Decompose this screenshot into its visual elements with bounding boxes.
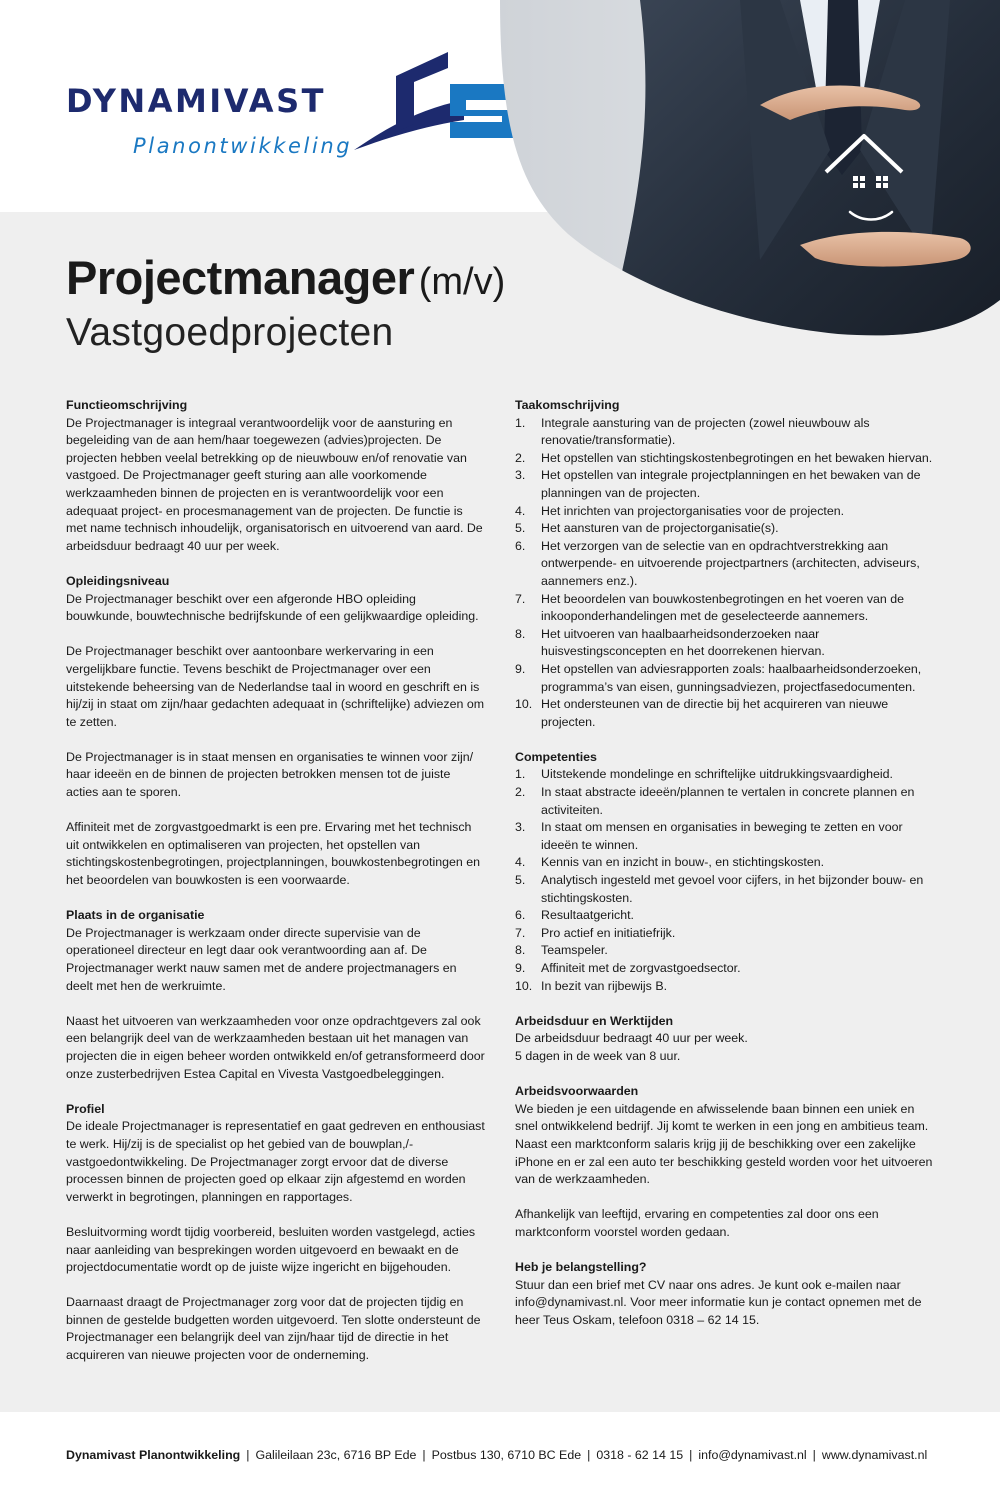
list-item: 10. Het ondersteunen van de directie bij het acquireren van nieuwe projecten. <box>515 697 889 729</box>
job-title: Projectmanager <box>66 251 415 304</box>
plaats-p2: Naast het uitvoeren van werkzaamheden voor onze opdrachtgevers zal ook een belangrijk deel van de werkzaamheden bestaan uit het managen van projecten die in eigen beheer worden ontwikkeld en/of getransformeerd door onze zusterbedrijven Estea Capital en Vivesta Vastgoedbeleggingen. <box>66 1013 485 1081</box>
job-title-suffix: (m/v) <box>418 261 506 303</box>
list-item: 1. Uitstekende mondelinge en schriftelijke uitdrukkingsvaardigheid. <box>515 767 893 782</box>
section-heading-belangstelling: Heb je belangstelling? <box>515 1260 647 1275</box>
list-item: 10. In bezit van rijbewijs B. <box>515 978 668 993</box>
footer-company: Dynamivast Planontwikkeling <box>66 1448 241 1462</box>
footer-email-link[interactable]: info@dynamivast.nl <box>698 1448 807 1462</box>
opleiding-p3: De Projectmanager is in staat mensen en organisaties te winnen voor zijn/ haar ideeën en de binnen de projecten betrokken mensen tot de juiste acties aan te sporen. <box>66 749 474 800</box>
list-item: 2. Het opstellen van stichtingskostenbegrotingen en het bewaken hiervan. <box>515 450 933 465</box>
list-item: 7. Het beoordelen van bouwkostenbegrotingen en het voeren van de inkooponderhandelingen met de geselecteerde aannemers. <box>515 591 905 624</box>
list-item: 5. Analytisch ingesteld met gevoel voor cijfers, in het bijzonder bouw- en stichtingskosten. <box>515 873 924 905</box>
footer <box>0 1412 1000 1496</box>
left-column <box>66 397 486 1365</box>
arbeidsvoorwaarden-p1: We bieden je een uitdagende en afwisselende baan binnen een uniek en snel ontwikkelend bedrijf. Jij komt te werken in een jong en ambitieus team. Naast een marktconform salaris krijg jij de beschikking over een zakelijke iPhone en er zal een auto ter beschikking gesteld worden voor het uitvoeren van de werkzaamheden. <box>515 1101 933 1187</box>
list-item: 9. Affiniteit met de zorgvastgoedsector. <box>515 961 741 975</box>
list-item: 9. Het opstellen van adviesrapporten zoals: haalbaarheidsonderzoeken, programma’s van eisen, gunningsadviezen, projectfasedocumenten. <box>515 661 922 694</box>
section-heading-arbeidsduur: Arbeidsduur en Werktijden <box>515 1013 674 1028</box>
profiel-p1: De ideale Projectmanager is representatief en gaat gedreven en enthousiast te werk. Hij/zij is de specialist op het gebied van de bouwplan,/- vastgoedontwikkeling. De Projectmanager zorgt ervoor dat de diverse processen binnen de projecten goed op elkaar zijn afgestemd en worden verwerkt in begrotingen, planningen en rapportages. <box>66 1119 485 1204</box>
arbeidsduur-line1: De arbeidsduur bedraagt 40 uur per week. <box>515 1031 748 1046</box>
list-item: 6. Het verzorgen van de selectie van en opdrachtverstrekking aan ontwerpende- en uitvoerende projectpartners (architecten, adviseurs, aannemers enz.). <box>515 538 920 588</box>
profiel-p3: Daarnaast draagt de Projectmanager zorg voor dat de projecten tijdig en binnen de gestelde budgetten worden uitgevoerd. Ten slotte ondersteunt de Projectmanager een belangrijk deel van zijn/haar tijd de directie in het acquireren van nieuwe projecten voor de onderneming. <box>66 1295 481 1363</box>
section-heading-taak: Taakomschrijving <box>515 398 620 412</box>
footer-postbus: Postbus 130, 6710 BC Ede <box>431 1448 582 1462</box>
section-heading-competenties: Competenties <box>515 749 597 764</box>
list-item: 4. Het inrichten van projectorganisaties voor de projecten. <box>515 503 845 518</box>
opleiding-p4: Affiniteit met de zorgvastgoedmarkt is een pre. Ervaring met het technisch uit ontwikkelen en optimaliseren van projecten, het opstellen van stichtingskostenbegrotingen, projectplanningen, bouwkostenbegrotingen en het beoordelen van bouwkosten is een voorwaarde. <box>66 820 481 888</box>
belangstelling-text: Stuur dan een brief met CV naar ons adres. Je kunt ook e-mailen naar info@dynamivast.nl. Voor meer informatie kun je contact opnemen met de heer Teus Oskam, telefoon 0318 – 62 14 15. <box>515 1277 922 1327</box>
list-item: 2. In staat abstracte ideeën/plannen te vertalen in concrete plannen en activiteiten. <box>515 785 915 817</box>
title-block <box>66 250 505 355</box>
list-item: 3. In staat om mensen en organisaties in beweging te zetten en voor ideeën te winnen. <box>515 820 903 852</box>
footer-website-link[interactable]: www.dynamivast.nl <box>821 1448 928 1462</box>
profiel-p2: Besluitvorming wordt tijdig voorbereid, besluiten worden vastgelegd, acties naar aanleiding van besprekingen worden uitgevoerd en bewaakt en de projectdocumentatie wordt op de juiste wijze ingericht en bijgehouden. <box>66 1224 476 1275</box>
taak-list <box>515 415 935 732</box>
arbeidsduur-line2: 5 dagen in de week van 8 uur. <box>515 1048 681 1063</box>
list-item: 8. Het uitvoeren van haalbaarheidsonderzoeken naar huisvestingsconcepten en het doorrekenen hiervan. <box>515 626 825 659</box>
brand-name: DYNAMIVAST <box>66 82 326 120</box>
section-heading-profiel: Profiel <box>66 1101 105 1116</box>
right-column <box>515 397 935 1329</box>
footer-contact-line: Dynamivast Planontwikkeling | Galileilaan 23c, 6716 BP Ede | Postbus 130, 6710 BC Ede | 0318 - 62 14 15 | info@dynamivast.nl | www.dynamivast.nl <box>66 1448 928 1462</box>
section-heading-arbeidsvoorwaarden: Arbeidsvoorwaarden <box>515 1084 639 1099</box>
section-heading-plaats: Plaats in de organisatie <box>66 908 205 923</box>
list-item: 4. Kennis van en inzicht in bouw-, en stichtingskosten. <box>515 855 825 870</box>
section-heading-opleiding: Opleidingsniveau <box>66 573 170 588</box>
arbeidsvoorwaarden-p2: Afhankelijk van leeftijd, ervaring en competenties zal door ons een marktconform voorstel worden gedaan. <box>515 1207 879 1239</box>
list-item: 1. Integrale aansturing van de projecten (zowel nieuwbouw als renovatie/transformatie). <box>515 415 870 448</box>
opleiding-p2: De Projectmanager beschikt over aantoonbare werkervaring in een vergelijkbare functie. Tevens beschikt de Projectmanager over een uitstekende beheersing van de Nederlandse taal in woord en geschrift en is hij/zij in staat om zijn/haar gedachten adequaat in (schriftelijke) adviezen om te zetten. <box>66 644 485 729</box>
list-item: 7. Pro actief en initiatiefrijk. <box>515 925 676 940</box>
footer-address: Galileilaan 23c, 6716 BP Ede <box>255 1448 417 1462</box>
opleiding-p1: De Projectmanager beschikt over een afgeronde HBO opleiding bouwkunde, bouwtechnische bedrijfskunde of een gelijkwaardige opleiding. <box>66 591 479 624</box>
list-item: 6. Resultaatgericht. <box>515 908 634 923</box>
plaats-p1: De Projectmanager is werkzaam onder directe supervisie van de operationeel directeur en legt daar ook verantwoording aan af. De Projectmanager werkt nauw samen met de andere projectmanagers en deelt met hen de werkruimte. <box>66 925 457 993</box>
list-item: 3. Het opstellen van integrale projectplanningen en het bewaken van de planningen van de projecten. <box>515 468 921 500</box>
list-item: 5. Het aansturen van de projectorganisatie(s). <box>515 521 779 536</box>
brand-subtitle: Planontwikkeling <box>133 134 353 158</box>
footer-phone: 0318 - 62 14 15 <box>596 1448 684 1462</box>
functie-text: De Projectmanager is integraal verantwoordelijk voor de aansturing en begeleiding van de aan hem/haar toegewezen (advies)projecten. De projecten hebben veelal betrekking op de nieuwbouw en/of renovatie van vastgoed. De Projectmanager geeft sturing aan alle voorkomende werkzaamheden binnen de projecten en is verantwoordelijk voor een adequaat project- en procesmanagement van de projecten. De functie is met name technisch inhoudelijk, organisatorisch en uitvoerend van aard. De arbeidsduur bedraagt 40 uur per week. <box>66 415 483 553</box>
competenties-list <box>515 766 935 995</box>
list-item: 8. Teamspeler. <box>515 943 608 958</box>
section-heading-functie: Functieomschrijving <box>66 398 188 412</box>
job-subtitle: Vastgoedprojecten <box>66 311 394 354</box>
